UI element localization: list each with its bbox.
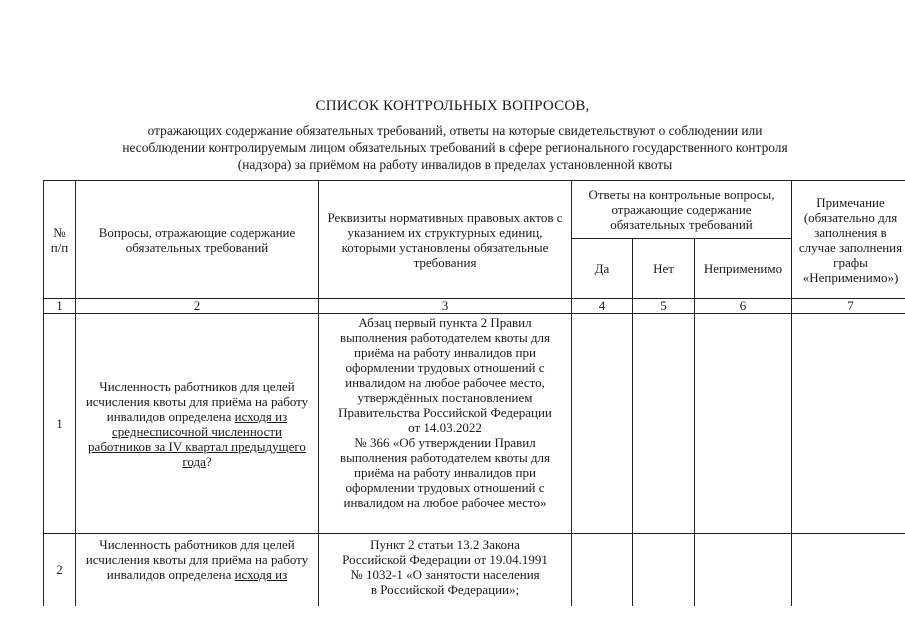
header-answer-na: Неприменимо [695, 239, 792, 299]
header-col-number: № п/п [44, 181, 76, 299]
column-number-row [44, 299, 905, 314]
row-note [792, 534, 905, 606]
row-answer-no [633, 534, 695, 606]
underlined-text: исходя из [234, 567, 288, 582]
row-answer-na [695, 314, 792, 534]
column-index: 3 [319, 299, 572, 314]
header-answer-no: Нет [633, 239, 695, 299]
row-requisites: Абзац первый пункта 2 Правил выполнения работодателем квоты для приёма на работу инвалидов при оформлении трудовых отношений с инвалидом на любое рабочее место, утверждённых постановлением Правительства Российской Федерации от 14.03.2022 № 366 «Об утверждении Правил выполнения работодателем квоты для приёма на работу инвалидов при оформлении трудовых отношений с инвалидом на любое рабочее место» [319, 314, 572, 534]
header-row-1 [44, 181, 905, 239]
header-col-requisites: Реквизиты нормативных правовых актов с указанием их структурных единиц, которыми установлены обязательные требования [319, 181, 572, 299]
row-note [792, 314, 905, 534]
row-answer-na [695, 534, 792, 606]
subtitle-line-2: несоблюдении контролируемым лицом обязательных требований в сфере регионального государственного контроля [122, 140, 788, 155]
row-answer-yes [572, 314, 633, 534]
document-subtitle [70, 122, 840, 173]
column-index: 4 [572, 299, 633, 314]
column-index: 7 [792, 299, 905, 314]
document-title: СПИСОК КОНТРОЛЬНЫХ ВОПРОСОВ, [315, 98, 590, 114]
underlined-text: исходя из среднесписочной численности работников за IV квартал предыдущего года [88, 408, 306, 469]
table-row [44, 534, 905, 606]
header-col-answers: Ответы на контрольные вопросы, отражающие содержание обязательных требований [572, 181, 792, 239]
row-question: Численность работников для целей исчисления квоты для приёма на работу инвалидов определена исходя из [76, 534, 319, 606]
control-questions-table [43, 180, 905, 606]
column-index: 2 [76, 299, 319, 314]
row-answer-no [633, 314, 695, 534]
header-col-note: Примечание (обязательно для заполнения в случае заполнения графы «Неприменимо») [792, 181, 905, 299]
column-index: 5 [633, 299, 695, 314]
row-question: Численность работников для целей исчисления квоты для приёма на работу инвалидов определена исходя из среднесписочной численности работников за IV квартал предыдущего года? [76, 314, 319, 534]
subtitle-line-3: (надзора) за приёмом на работу инвалидов в пределах установленной квоты [237, 157, 673, 172]
subtitle-line-1: отражающих содержание обязательных требований, ответы на которые свидетельствуют о соблюдении или [147, 123, 763, 138]
header-answer-yes: Да [572, 239, 633, 299]
row-answer-yes [572, 534, 633, 606]
column-index: 6 [695, 299, 792, 314]
column-index: 1 [44, 299, 76, 314]
header-col-questions: Вопросы, отражающие содержание обязательных требований [76, 181, 319, 299]
table-row [44, 314, 905, 534]
row-requisites: Пункт 2 статьи 13.2 Закона Российской Федерации от 19.04.1991 № 1032-1 «О занятости населения в Российской Федерации»; [319, 534, 572, 606]
row-number: 2 [44, 534, 76, 606]
row-number: 1 [44, 314, 76, 534]
